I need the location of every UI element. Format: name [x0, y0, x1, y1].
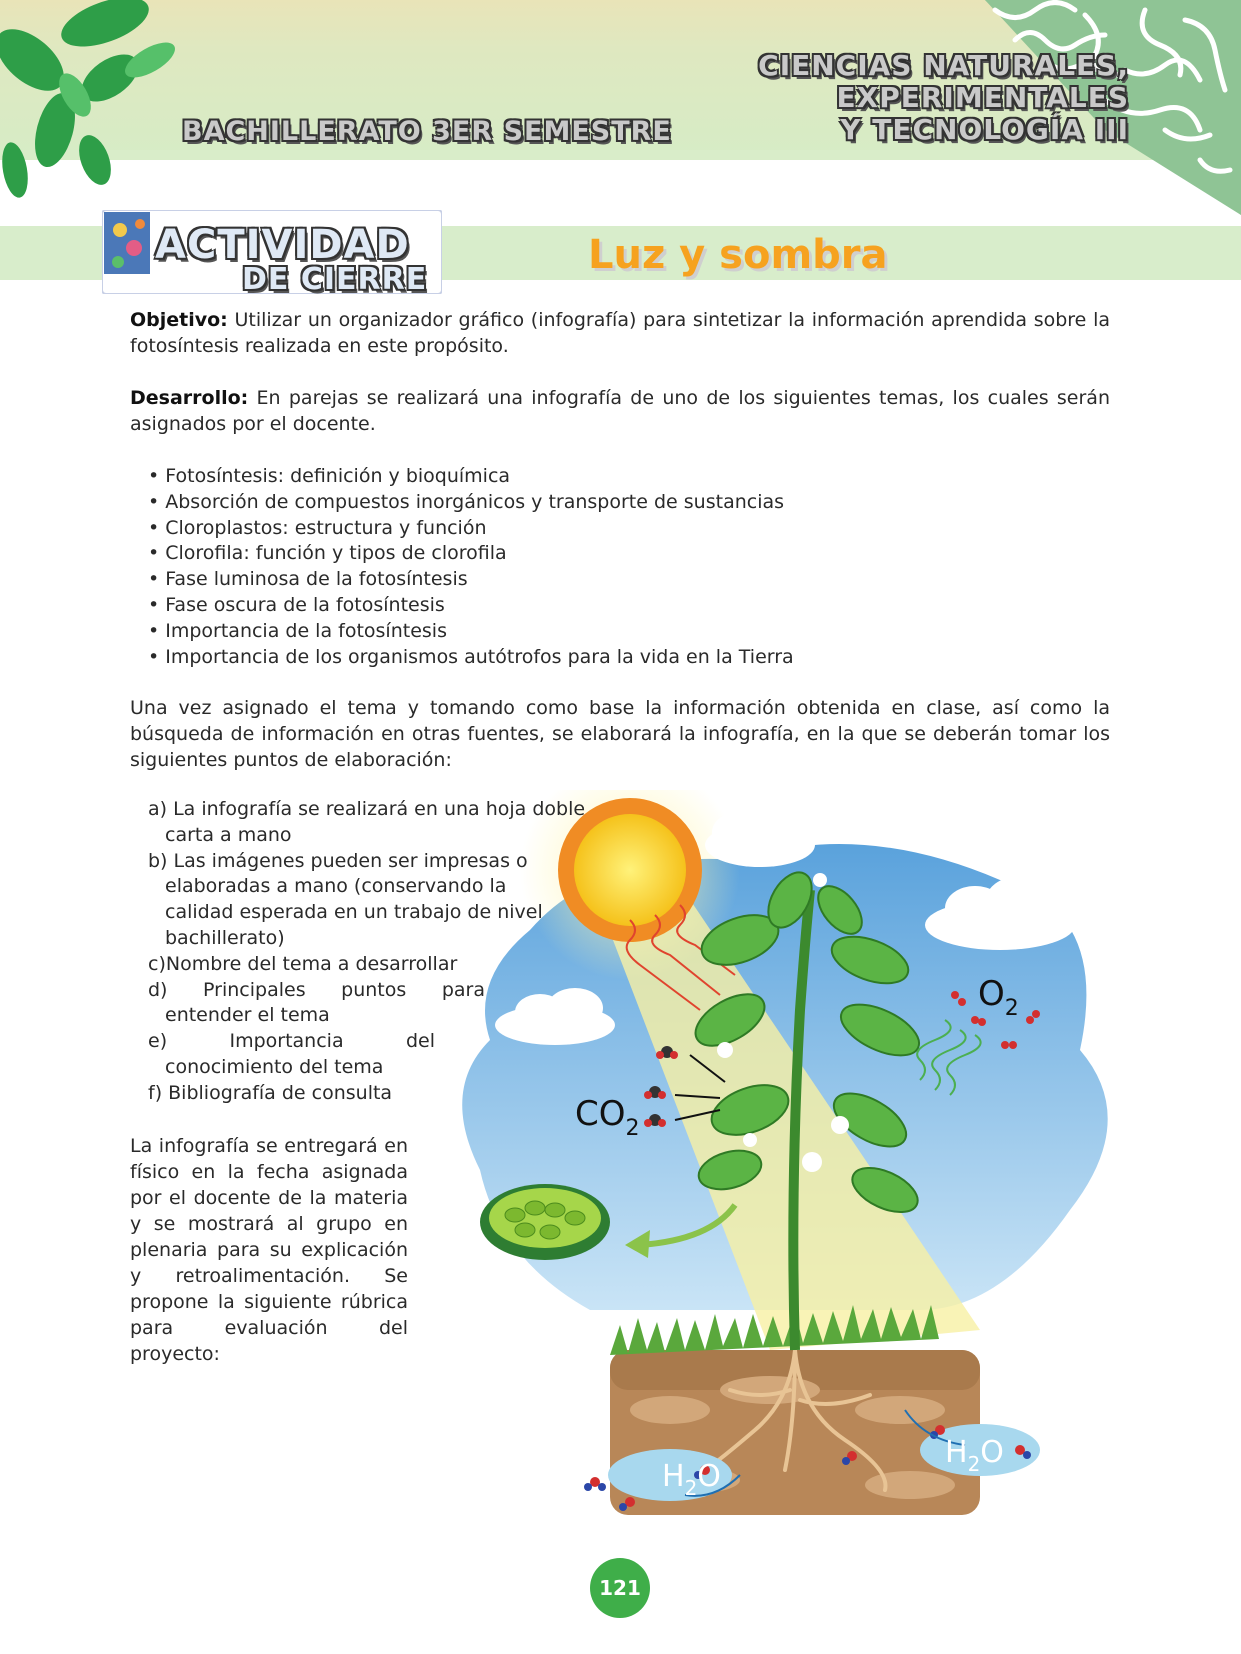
- lesson-title: Luz y sombra: [588, 232, 888, 278]
- course-title-line2: EXPERIMENTALES: [836, 81, 1129, 114]
- list-item: a) La infografía se realizará en una hoja doble carta a mano: [148, 798, 586, 846]
- list-item: f) Bibliografía de consulta: [148, 1081, 393, 1104]
- development-label: Desarrollo:: [130, 387, 249, 409]
- course-title: [758, 50, 1129, 146]
- chloroplast-icon: [480, 1184, 610, 1260]
- co2-label: $CO_2$: [575, 1094, 640, 1141]
- list-item: c)Nombre del tema a desarrollar: [148, 952, 458, 975]
- list-item: • Fase luminosa de la fotosíntesis: [148, 568, 468, 591]
- delivery-paragraph: La infografía se entregará en físico en la fecha asignada por el docente de la materia y se mostrará al grupo en plenaria para su explicación y retroalimentación. Se propone la siguiente rúbrica para evaluación del proyecto:: [130, 1135, 408, 1365]
- objective-label: Objetivo:: [130, 309, 228, 331]
- list-item: • Absorción de compuestos inorgánicos y transporte de sustancias: [148, 490, 785, 513]
- activity-badge-line2: DE CIERRE: [242, 262, 428, 297]
- course-title-line3: Y TECNOLOGÍA III: [840, 113, 1129, 146]
- development-paragraph: [130, 385, 1110, 437]
- objective-paragraph: [130, 307, 1110, 359]
- page-number: 121: [590, 1558, 650, 1618]
- course-title-line1: CIENCIAS NATURALES,: [758, 49, 1129, 82]
- topics-list: [148, 464, 1048, 670]
- list-item: • Cloroplastos: estructura y función: [148, 516, 487, 539]
- h2o-label-left: $H_2O$: [662, 1459, 721, 1500]
- list-item: b) Las imágenes pueden ser impresas o elaboradas a mano (conservando la calidad esperada en un trabajo de nivel bachillerato): [148, 849, 543, 949]
- list-item: • Importancia de los organismos autótrofos para la vida en la Tierra: [148, 645, 794, 668]
- list-item: • Clorofila: función y tipos de clorofila: [148, 542, 507, 565]
- list-item: d) Principales puntos para entender el tema: [148, 978, 485, 1027]
- development-text: En parejas se realizará una infografía de uno de los siguientes temas, los cuales serán asignados por el docente.: [130, 387, 1110, 435]
- list-item: • Importancia de la fotosíntesis: [148, 619, 447, 642]
- o2-label: $O_2$: [978, 974, 1019, 1021]
- list-item: e) Importancia del conocimiento del tema: [148, 1030, 435, 1078]
- objective-text: Utilizar un organizador gráfico (infografía) para sintetizar la información aprendida sobre la fotosíntesis realizada en este propósito.: [130, 309, 1110, 357]
- list-item: • Fotosíntesis: definición y bioquímica: [148, 465, 511, 487]
- elaboration-points-list: [148, 797, 608, 1107]
- activity-badge-line1: ACTIVIDAD: [155, 222, 410, 268]
- intro-paragraph: Una vez asignado el tema y tomando como base la información obtenida en clase, así como la búsqueda de información en otras fuentes, se elaborará la infografía, en la que se deberán tomar los siguientes puntos de elaboración:: [130, 697, 1110, 771]
- semester-label: BACHILLERATO 3ER SEMESTRE: [182, 116, 672, 147]
- list-item: • Fase oscura de la fotosíntesis: [148, 593, 445, 616]
- leaves-decoration: [0, 0, 200, 210]
- h2o-label-right: $H_2O$: [945, 1435, 1004, 1476]
